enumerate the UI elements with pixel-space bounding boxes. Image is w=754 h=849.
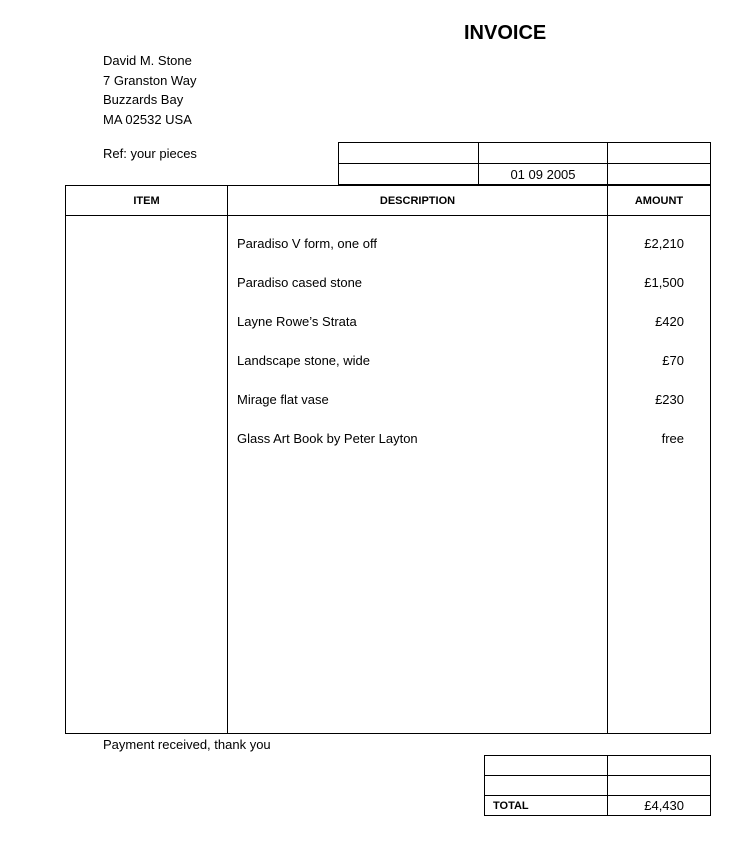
item-amount: free (661, 431, 684, 446)
item-description: Landscape stone, wide (237, 353, 370, 368)
invoice-date: 01 09 2005 (479, 164, 608, 185)
items-table (65, 185, 711, 734)
item-amount: £420 (655, 314, 684, 329)
sender-address-block (103, 51, 196, 129)
item-description: Paradiso cased stone (237, 275, 363, 290)
totals-table (484, 755, 711, 816)
item-amount: £70 (662, 353, 684, 368)
sender-address-line: Buzzards Bay (103, 92, 184, 107)
item-description: Glass Art Book by Peter Layton (237, 431, 418, 446)
payment-note: Payment received, thank you (103, 737, 271, 752)
date-table-empty-cell (608, 164, 711, 185)
column-header-item: ITEM (66, 186, 228, 216)
item-amount: £1,500 (644, 275, 684, 290)
totals-table-empty-cell (485, 776, 608, 796)
total-label: TOTAL (485, 796, 608, 816)
totals-table-empty-cell (485, 756, 608, 776)
date-table-empty-cell (479, 143, 608, 164)
amount-column-cell (608, 216, 711, 734)
sender-address-line: 7 Granston Way (103, 72, 197, 88)
item-column-cell (66, 216, 228, 734)
date-table-empty-cell (339, 143, 479, 164)
item-description: Paradiso V form, one off (237, 236, 377, 251)
date-table-empty-cell (339, 164, 479, 185)
item-description: Layne Rowe’s Strata (237, 314, 357, 329)
items-table-header-row (66, 186, 711, 216)
description-column-cell (228, 216, 608, 734)
sender-name: David M. Stone (103, 53, 192, 68)
date-table (338, 142, 711, 185)
totals-table-empty-cell (608, 776, 711, 796)
item-amount: £2,210 (644, 236, 684, 251)
column-header-description: DESCRIPTION (228, 186, 608, 216)
items-table-body-row (66, 216, 711, 734)
date-table-empty-cell (608, 143, 711, 164)
column-header-amount: AMOUNT (608, 186, 711, 216)
sender-address-line: MA 02532 USA (103, 111, 192, 127)
totals-table-empty-cell (608, 756, 711, 776)
total-value: £4,430 (608, 796, 711, 816)
page-title: INVOICE (464, 22, 547, 44)
item-amount: £230 (655, 392, 684, 407)
reference-line: Ref: your pieces (103, 146, 197, 161)
item-description: Mirage flat vase (237, 392, 329, 407)
